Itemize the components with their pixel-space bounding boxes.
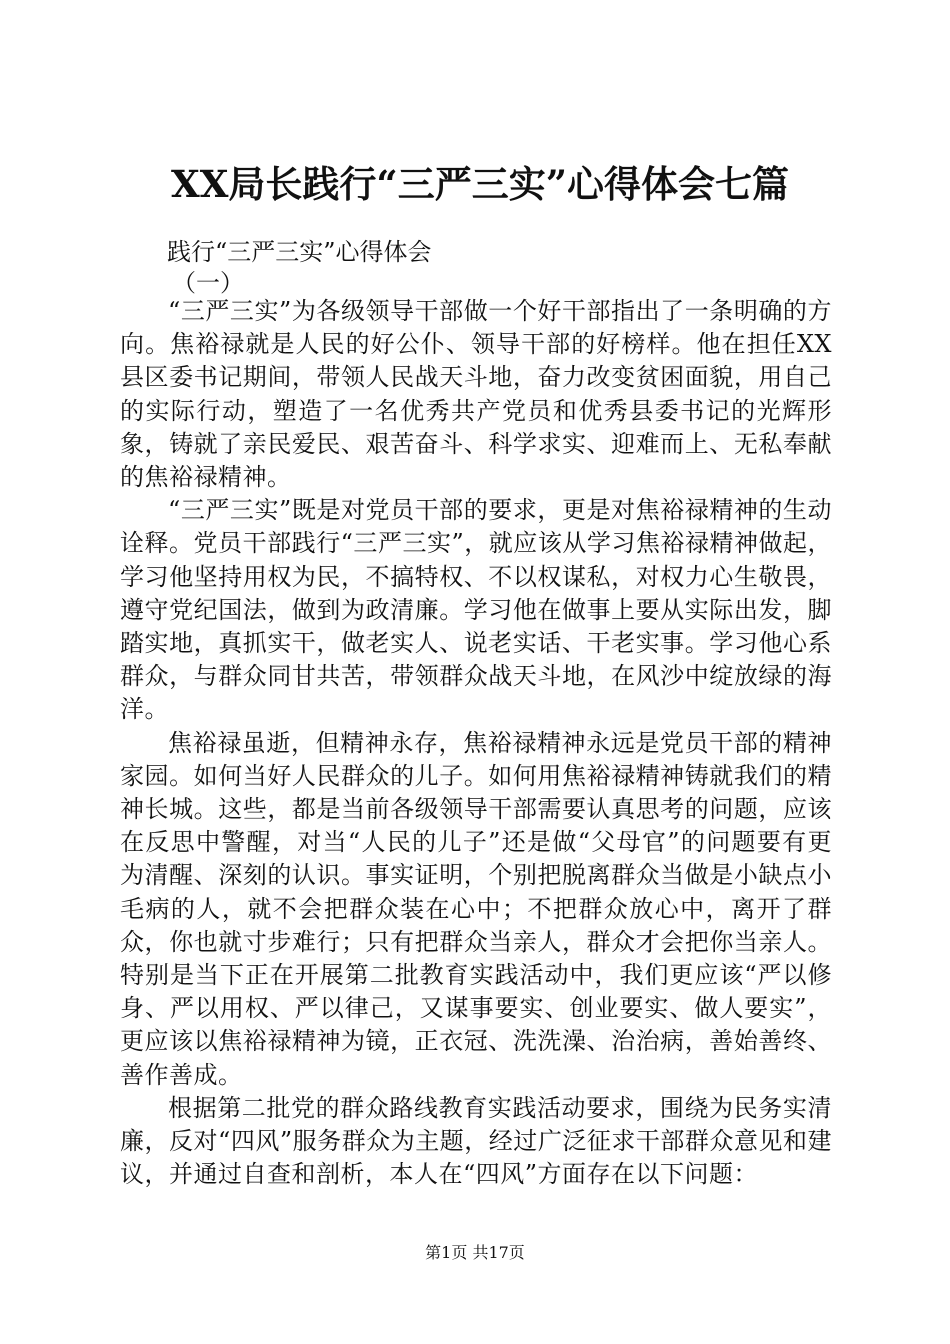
page-footer: 第1页 共17页 [425, 1243, 525, 1262]
document-subtitle: 践行“三严三实”心得体会 [167, 238, 432, 266]
paragraph-2: “三严三实”既是对党员干部的要求，更是对焦裕禄精神的生动诠释。党员干部践行“三严三实”，就应该从学习焦裕禄精神做起，学习他坚持用权为民，不搞特权、不以权谋私，对权力心生敬畏，遵守党纪国法，做到为政清廉。学习他在做事上要从实际出发，脚踏实地，真抓实干，做老实人、说老实话、干老实事。学习他心系群众，与群众同甘共苦，带领群众战天斗地，在风沙中绽放绿的海洋。 [120, 496, 832, 724]
section-marker: （一） [172, 269, 244, 297]
document-title: XX局长践行“三严三实”心得体会七篇 [171, 162, 789, 206]
paragraph-1: “三严三实”为各级领导干部做一个好干部指出了一条明确的方向。焦裕禄就是人民的好公仆、领导干部的好榜样。他在担任XX县区委书记期间，带领人民战天斗地，奋力改变贫困面貌，用自己的实际行动，塑造了一名优秀共产党员和优秀县委书记的光辉形象，铸就了亲民爱民、艰苦奋斗、科学求实、迎难而上、无私奉献的焦裕禄精神。 [120, 297, 832, 492]
paragraph-4: 根据第二批党的群众路线教育实践活动要求，围绕为民务实清廉，反对“四风”服务群众为主题，经过广泛征求干部群众意见和建议，并通过自查和剖析，本人在“四风”方面存在以下问题： [120, 1093, 832, 1189]
paragraph-3: 焦裕禄虽逝，但精神永存，焦裕禄精神永远是党员干部的精神家园。如何当好人民群众的儿子。如何用焦裕禄精神铸就我们的精神长城。这些，都是当前各级领导干部需要认真思考的问题，应该在反思中警醒，对当“人民的儿子”还是做“父母官”的问题要有更为清醒、深刻的认识。事实证明，个别把脱离群众当做是小缺点小毛病的人，就不会把群众装在心中；不把群众放心中，离开了群众，你也就寸步难行；只有把群众当亲人，群众才会把你当亲人。特别是当下正在开展第二批教育实践活动中，我们更应该“严以修身、严以用权、严以律己，又谋事要实、创业要实、做人要实”，更应该以焦裕禄精神为镜，正衣冠、洗洗澡、治治病，善始善终、善作善成。 [120, 728, 832, 1089]
document-body [120, 295, 832, 1191]
